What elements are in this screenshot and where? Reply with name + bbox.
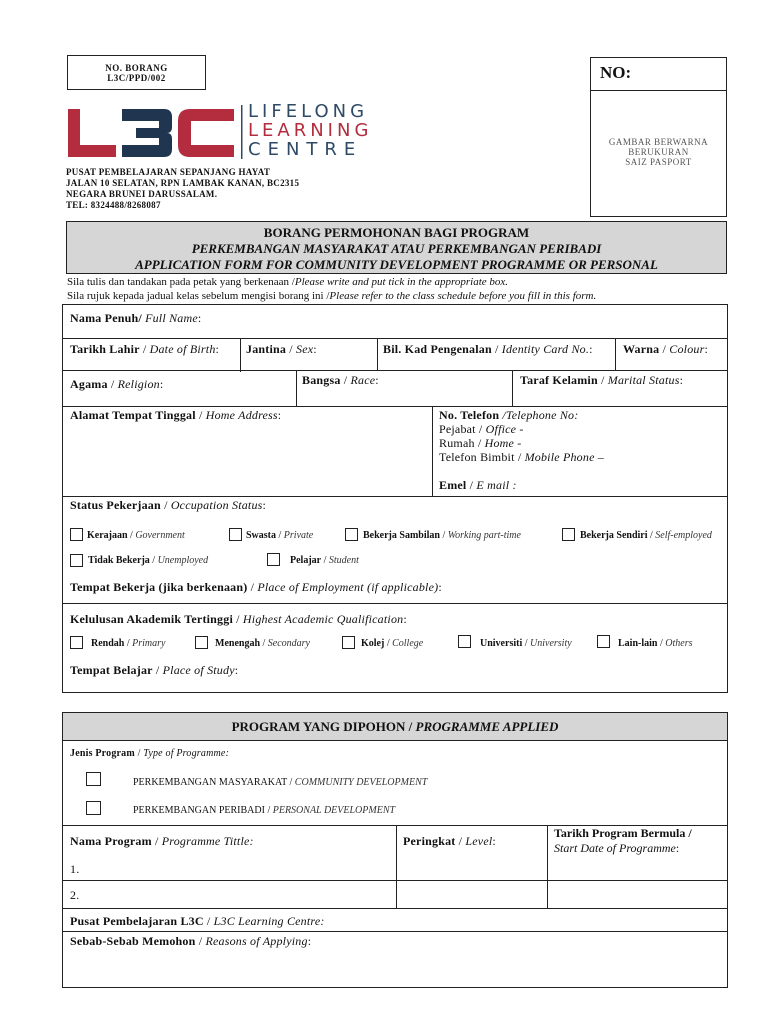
form-title-line2: PERKEMBANGAN MASYARAKAT ATAU PERKEMBANGAN PERIBADI [191,241,602,256]
form-title-box [66,221,727,274]
programme-start-date-label: Tarikh Program Bermula / Start Date of Programme: [554,826,692,855]
education-others-label: Lain-lain / Others [618,638,693,649]
photo-line1: GAMBAR BERWARNA [608,137,709,147]
dob-field[interactable]: Tarikh Lahir / Date of Birth: [70,342,220,356]
address-line3: NEGARA BRUNEI DARUSSALAM. [66,189,218,199]
education-primary-label: Rendah / Primary [91,638,166,649]
photo-line2: BERUKURAN [628,147,689,157]
programme-heading: PROGRAM YANG DIPOHON / PROGRAMME APPLIED [231,719,559,734]
education-university-label: Universiti / University [480,638,572,649]
photo-line3: SAIZ PASPORT [625,157,692,167]
personal-development-label: PERKEMBANGAN PERIBADI / PERSONAL DEVELOPMENT [133,805,396,816]
occupation-label: Status Pekerjaan / Occupation Status: [70,498,267,512]
occupation-student-checkbox[interactable] [267,553,280,566]
education-others-checkbox[interactable] [597,635,610,648]
logo-word-centre: CENTRE [248,139,363,160]
education-primary-checkbox[interactable] [70,636,83,649]
form-title-line1: BORANG PERMOHONAN BAGI PROGRAM [263,225,530,240]
place-of-employment-field[interactable]: Tempat Bekerja (jika berkenaan) / Place of Employment (if applicable): [70,580,442,594]
home-phone-field[interactable]: Rumah / Home - [439,436,522,450]
reasons-field[interactable]: Sebab-Sebab Memohon / Reasons of Applying: [70,934,312,948]
occupation-parttime-label: Bekerja Sambilan / Working part-time [363,530,521,541]
programme-title-label: Nama Program / Programme Tittle: [70,834,254,848]
start-date-ms: Tarikh Program Bermula / [554,826,692,840]
logo-word-lifelong: LIFELONG [248,101,369,122]
religion-field[interactable]: Agama / Religion: [70,377,164,391]
occupation-unemployed-checkbox[interactable] [70,554,83,567]
occupation-selfemployed-label: Bekerja Sendiri / Self-employed [580,530,712,541]
telephone-label: No. Telefon /Telephone No: [439,408,579,422]
place-of-study-field[interactable]: Tempat Belajar / Place of Study: [70,663,239,677]
education-label: Kelulusan Akademik Tertinggi / Highest Academic Qualification: [70,612,407,626]
learning-centre-field[interactable]: Pusat Pembelajaran L3C / L3C Learning Centre: [70,914,325,928]
instruction-line2 [67,290,596,302]
community-development-label: PERKEMBANGAN MASYARAKAT / COMMUNITY DEVELOPMENT [133,777,428,788]
instruction-line1-ms: Sila tulis dan tandakan pada petak yang berkenaan / [67,276,295,288]
community-development-checkbox[interactable] [86,772,101,786]
programme-row-2[interactable]: 2. [70,888,80,902]
form-number-line1: NO. BORANG [105,63,168,73]
occupation-selfemployed-checkbox[interactable] [562,528,575,541]
programme-type-label: Jenis Program / Type of Programme: [70,748,230,759]
address-line1: PUSAT PEMBELAJARAN SEPANJANG HAYAT [66,167,271,177]
marital-field[interactable]: Taraf Kelamin / Marital Status: [520,373,684,387]
email-field[interactable]: Emel / E mail : [439,478,517,492]
education-secondary-checkbox[interactable] [195,636,208,649]
photo-box [590,90,727,217]
address-block [66,167,299,211]
full-name-field[interactable]: Nama Penuh/ Full Name: [70,311,202,325]
colour-field[interactable]: Warna / Colour: [623,342,709,356]
logo-word-learning: LEARNING [248,120,373,141]
education-secondary-label: Menengah / Secondary [215,638,310,649]
education-university-checkbox[interactable] [458,635,471,648]
occupation-government-checkbox[interactable] [70,528,83,541]
occupation-parttime-checkbox[interactable] [345,528,358,541]
l3c-logo [66,103,388,161]
education-college-checkbox[interactable] [342,636,355,649]
office-phone-field[interactable]: Pejabat / Office - [439,422,524,436]
personal-development-checkbox[interactable] [86,801,101,815]
form-number-line2: L3C/PPD/002 [107,73,166,83]
address-line2: JALAN 10 SELATAN, RPN LAMBAK KANAN, BC2315 [66,178,300,188]
home-address-field[interactable]: Alamat Tempat Tinggal / Home Address: [70,408,282,422]
occupation-private-checkbox[interactable] [229,528,242,541]
programme-heading-box [62,712,728,741]
start-date-en: Start Date of Programme [554,841,676,855]
programme-row-1[interactable]: 1. [70,862,80,876]
instruction-line1-en: Please write and put tick in the appropriate box. [294,276,509,288]
programme-level-label: Peringkat / Level: [403,834,496,848]
number-field[interactable] [590,57,727,91]
occupation-government-label: Kerajaan / Government [87,530,185,541]
occupation-private-label: Swasta / Private [246,530,314,541]
address-line4: TEL: 8324488/8268087 [66,200,161,210]
ic-field[interactable]: Bil. Kad Pengenalan / Identity Card No.: [383,342,593,356]
number-label: NO: [600,63,632,82]
race-field[interactable]: Bangsa / Race: [302,373,379,387]
form-number-box [67,55,206,90]
sex-field[interactable]: Jantina / Sex: [246,342,317,356]
instruction-line2-ms: Sila rujuk kepada jadual kelas sebelum mengisi borang ini / [67,290,330,302]
mobile-phone-field[interactable]: Telefon Bimbit / Mobile Phone – [439,450,605,464]
form-title-line3: APPLICATION FORM FOR COMMUNITY DEVELOPMENT PROGRAMME OR PERSONAL [135,257,658,272]
occupation-unemployed-label: Tidak Bekerja / Unemployed [88,555,209,566]
instruction-line1 [67,276,508,288]
occupation-student-label: Pelajar / Student [290,555,359,566]
education-college-label: Kolej / College [361,638,424,649]
instruction-line2-en: Please refer to the class schedule before you fill in this form. [329,290,597,302]
